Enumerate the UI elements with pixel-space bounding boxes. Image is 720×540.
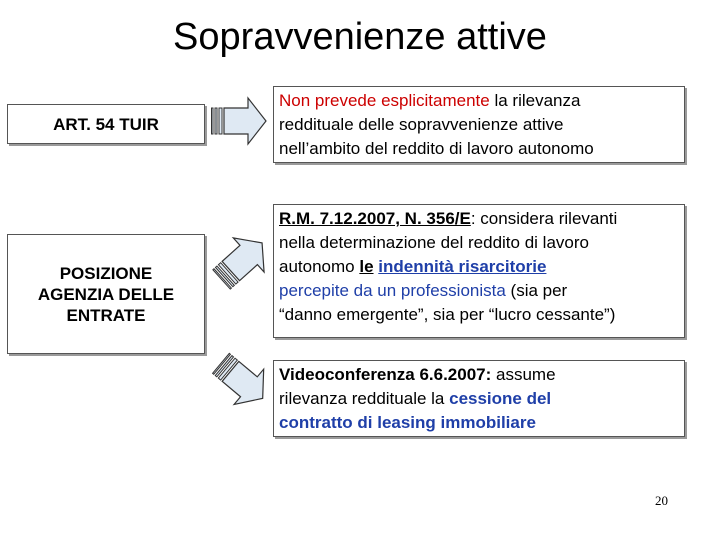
le-underlined: le <box>359 257 374 276</box>
agenzia-label-line2: AGENZIA DELLE <box>37 284 175 304</box>
rm-line5: “danno emergente”, sia per “lucro cessante”) <box>279 305 616 324</box>
down-right-arrow-icon <box>208 348 276 414</box>
videoconferenza-reference: Videoconferenza 6.6.2007: <box>279 365 492 384</box>
rm-line2: nella determinazione del reddito di lavoro <box>279 233 589 252</box>
rm-line1-rest: : considera rilevanti <box>470 209 618 228</box>
video-line1-rest: assume <box>491 365 556 384</box>
rm-line3 <box>279 255 684 279</box>
video-line2-start: rilevanza reddituale la <box>279 389 450 408</box>
video-line1 <box>279 363 684 387</box>
agenzia-label-line3: ENTRATE <box>66 305 146 325</box>
rm-line3-start: autonomo <box>279 257 360 276</box>
rm-line4-rest: (sia per <box>505 281 568 300</box>
percepite-professionista: percepite da un professionista <box>279 281 506 300</box>
art54-label: ART. 54 TUIR <box>53 114 159 134</box>
rm-356e-box <box>273 204 685 338</box>
non-prevede-text: Non prevede esplicitamente <box>279 91 490 110</box>
indennita-risarcitorie: indennità risarcitorie <box>378 257 547 276</box>
rm-line1 <box>279 207 684 231</box>
video-line2 <box>279 387 684 411</box>
cessione-del: cessione del <box>449 389 552 408</box>
art54-desc-line1 <box>279 89 684 113</box>
up-right-arrow-icon <box>208 228 276 294</box>
art54-desc-rest: la rilevanza <box>489 91 581 110</box>
videoconferenza-box <box>273 360 685 437</box>
rm-line4 <box>279 279 684 303</box>
page-number: 20 <box>655 493 668 508</box>
contratto-leasing: contratto di leasing immobiliare <box>279 413 536 432</box>
slide-title: Sopravvenienze attive <box>173 16 547 58</box>
right-arrow-icon <box>210 96 268 146</box>
art54-description-box <box>273 86 685 163</box>
art54-desc-line2: reddituale delle sopravvenienze attive <box>279 115 564 134</box>
agenzia-label-line1: POSIZIONE <box>59 263 153 283</box>
art54-box <box>7 104 205 144</box>
art54-desc-line3: nell’ambito del reddito di lavoro autonomo <box>279 139 594 158</box>
rm-reference: R.M. 7.12.2007, N. 356/E <box>279 209 471 228</box>
agenzia-entrate-box <box>7 234 205 354</box>
video-line3 <box>279 411 684 435</box>
